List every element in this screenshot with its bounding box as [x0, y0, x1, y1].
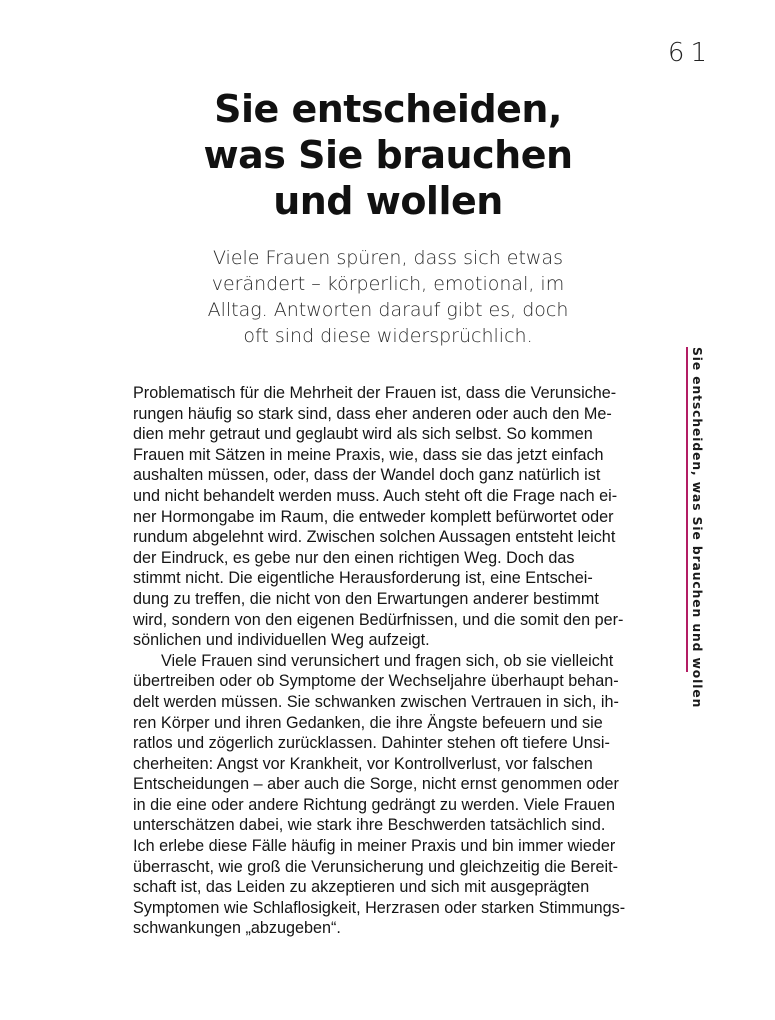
chapter-title-line: und wollen: [273, 179, 503, 223]
text-line: ren Körper und ihren Gedanken, die ihre Ängste befeuern und sie: [133, 713, 603, 732]
text-line: delt werden müssen. Sie schwanken zwischen Vertrauen in sich, ih-: [133, 692, 619, 711]
text-line: in die eine oder andere Richtung gedrängt zu werden. Viele Frauen: [133, 795, 616, 814]
intro-line: oft sind diese widersprüchlich.: [243, 325, 533, 347]
text-line: Problematisch für die Mehrheit der Frauen ist, dass die Verunsiche-: [133, 384, 617, 402]
body-text: [133, 383, 633, 939]
text-line: rungen häufig so stark sind, dass eher anderen oder auch den Me-: [133, 404, 612, 423]
text-line: stimmt nicht. Die eigentliche Herausforderung ist, eine Entschei-: [133, 569, 593, 588]
running-header-rule: [686, 347, 688, 672]
text-line: ner Hormongabe im Raum, die entweder komplett befürwortet oder: [133, 507, 614, 526]
text-line: schwankungen „abzugeben“.: [133, 919, 341, 938]
text-line: Frauen mit Sätzen in meine Praxis, wie, dass sie das jetzt einfach: [133, 445, 604, 464]
intro-text: [190, 245, 586, 349]
page-number: 61: [667, 38, 713, 68]
chapter-title: [150, 86, 626, 224]
text-line: überrascht, wie groß die Verunsicherung und gleichzeitig die Bereit-: [133, 857, 618, 876]
intro-line: Alltag. Antworten darauf gibt es, doch: [207, 299, 569, 321]
text-line: unterschätzen dabei, wie stark ihre Beschwerden tatsächlich sind.: [133, 816, 606, 835]
text-line: der Eindruck, es gebe nur den einen richtigen Weg. Doch das: [133, 548, 575, 567]
text-line: und nicht behandelt werden muss. Auch steht oft die Frage nach ei-: [133, 486, 618, 505]
intro-line: Viele Frauen spüren, dass sich etwas: [212, 247, 564, 269]
body-paragraph-1: [133, 383, 633, 651]
intro-line: verändert – körperlich, emotional, im: [211, 273, 565, 295]
text-line: dung zu treffen, die nicht von den Erwartungen anderer bestimmt: [133, 589, 599, 608]
text-line: übertreiben oder ob Symptome der Wechseljahre überhaupt behan-: [133, 672, 619, 691]
body-paragraph-2: [133, 651, 633, 939]
running-header: [686, 347, 710, 709]
text-line: schaft ist, das Leiden zu akzeptieren und sich mit ausgeprägten: [133, 878, 590, 897]
text-line: Entscheidungen – aber auch die Sorge, nicht ernst genommen oder: [133, 775, 619, 794]
text-line: dien mehr getraut und geglaubt wird als sich selbst. So kommen: [133, 425, 593, 444]
text-line: cherheiten: Angst vor Krankheit, vor Kontrollverlust, vor falschen: [133, 754, 593, 773]
running-header-text: Sie entscheiden, was Sie brauchen und wollen: [690, 347, 704, 709]
chapter-title-line: Sie entscheiden,: [214, 87, 562, 131]
text-line: rundum abgelehnt wird. Zwischen solchen Aussagen entsteht leicht: [133, 528, 616, 547]
text-line: sönlichen und individuellen Weg aufzeigt.: [133, 631, 430, 650]
text-line: Ich erlebe diese Fälle häufig in meiner Praxis und bin immer wieder: [133, 837, 616, 856]
text-line: Symptomen wie Schlaflosigkeit, Herzrasen oder starken Stimmungs-: [133, 898, 626, 917]
text-line: aushalten müssen, oder, dass der Wandel doch ganz natürlich ist: [133, 466, 601, 485]
text-line: wird, sondern von den eigenen Bedürfnissen, und die somit den per-: [133, 610, 624, 629]
text-line: Viele Frauen sind verunsichert und fragen sich, ob sie vielleicht: [161, 651, 614, 670]
text-line: ratlos und zögerlich zurücklassen. Dahinter stehen oft tiefere Unsi-: [133, 734, 610, 753]
chapter-title-line: was Sie brauchen: [203, 133, 573, 177]
